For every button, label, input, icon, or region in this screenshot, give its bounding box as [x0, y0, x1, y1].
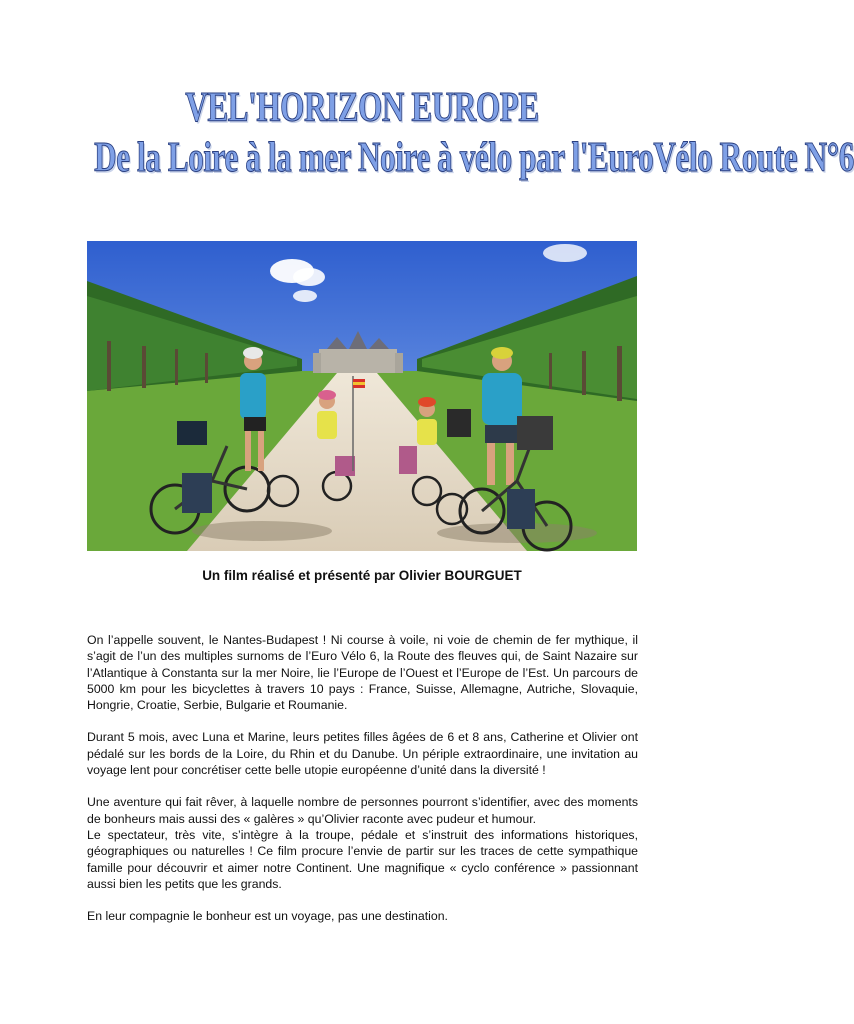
paragraph-journey: Durant 5 mois, avec Luna et Marine, leurs petites filles âgées de 6 et 8 ans, Catherine et Olivier ont pédalé sur les bords de la Loire, du Rhin et du Danube. Un périple extraordinaire, une invitation au voyage lent pour concrétiser cette belle utopie européenne d’unité dans la diversité ! — [87, 730, 638, 778]
family-cycling-photo — [87, 241, 637, 551]
paragraph-intro: On l’appelle souvent, le Nantes-Budapest ! Ni course à voile, ni voie de chemin de fer mythique, il s’agit de l’un des multiples surnoms de l’Euro Vélo 6, la Route des fleuves qui, de Saint Nazaire sur l’Atlantique à Constanta sur la mer Noire, lie l’Europe de l’Ouest et l’Europe de l’Est. Un parcours de 5000 km pour les bicyclettes à travers 10 pays : France, Suisse, Allemagne, Autriche, Slovaquie, Hongrie, Croatie, Serbie, Bulgarie et Roumanie. — [87, 633, 638, 713]
title-line-1: VEL'HORIZON EUROPE — [185, 85, 539, 131]
article-body — [87, 632, 638, 924]
paragraph-spectator: Le spectateur, très vite, s’intègre à la troupe, pédale et s’instruit des informations historiques, géographiques ou naturelles ! Ce film procure l’envie de partir sur les traces de cette sympathique famille pour découvrir et aimer notre Continent. Une magnifique « cyclo conférence » passionnant aussi bien les petits que les grands. — [87, 827, 638, 891]
document-title — [0, 84, 854, 184]
paragraph-closing: En leur compagnie le bonheur est un voyage, pas une destination. — [87, 909, 448, 924]
title-line-2: De la Loire à la mer Noire à vélo par l'EuroVélo Route N°6 — [94, 135, 854, 181]
paragraph-adventure: Une aventure qui fait rêver, à laquelle nombre de personnes pourront s’identifier, avec des moments de bonheurs mais aussi des « galères » qu’Olivier raconte avec pudeur et humour. — [87, 795, 638, 826]
film-credit-caption: Un film réalisé et présenté par Olivier BOURGUET — [202, 568, 522, 583]
